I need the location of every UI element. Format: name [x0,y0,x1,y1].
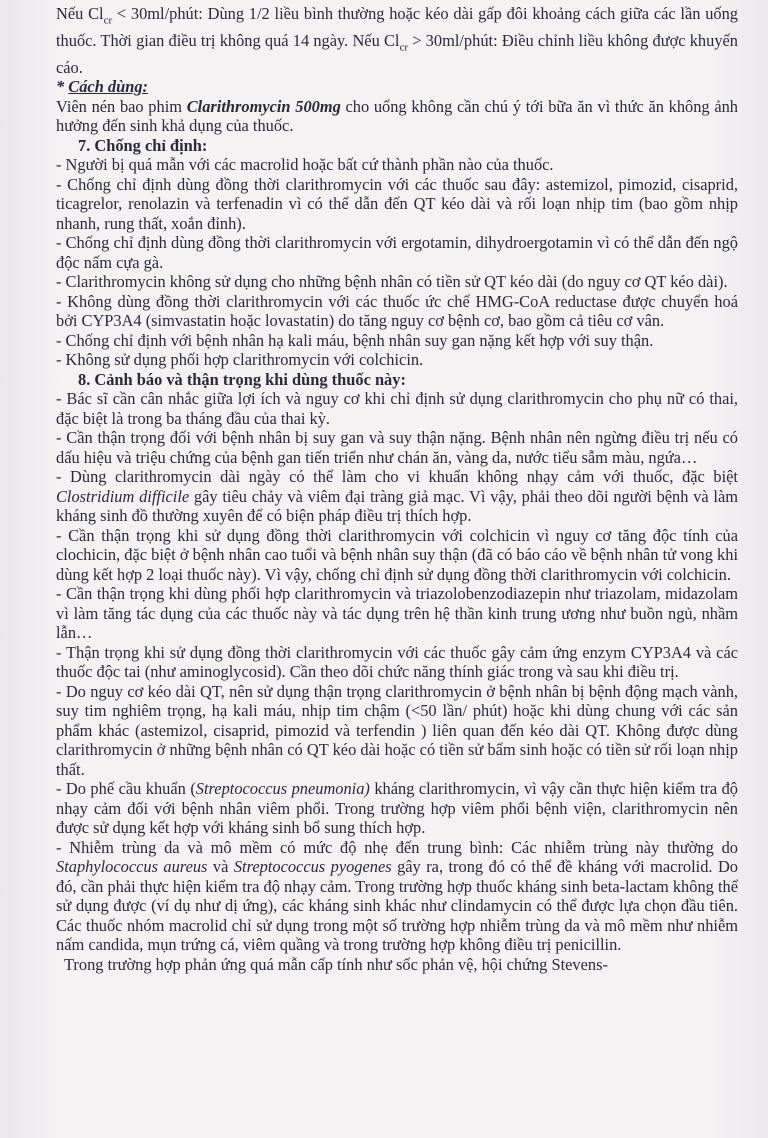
warning-item: - Bác sĩ cần cân nhắc giữa lợi ích và nguy cơ khi chỉ định sử dụng clarithromycin cho phụ nữ có thai, đặc biệt là trong ba tháng đầu của thai kỳ. [56,389,738,428]
contra-item: - Không sử dụng phối hợp clarithromycin với colchicin. [56,350,424,370]
warning-item: - Do nguy cơ kéo dài QT, nên sử dụng thận trọng clarithromycin ở bệnh nhân bị bệnh động mạch vành, suy tim nghiêm trọng, hạ kali máu, nhịp tim chậm (<50 lần/ phút) hoặc khi dùng chung với các sản phẩm khác (astemizol, cisaprid, pimozid và terfendin ) liên quan đến kéo dài QT. Không được dùng clarithromycin ở những bệnh nhân có QT kéo dài hoặc có tiền sử bẩm sinh hoặc có tiền sử rối loạn nhịp thất. [56,681,738,779]
warning-item: - Cần thận trọng đối với bệnh nhân bị suy gan và suy thận nặng. Bệnh nhân nên ngừng điều trị nếu có dấu hiệu và triệu chứng của bệnh gan tiến triển như chán ăn, vàng da, nước tiểu sẫm màu, ngứa… [56,428,738,467]
warning-item: - Do phế cầu khuẩn (Streptococcus pneumonia) kháng clarithromycin, vì vậy cần thực hiện kiểm tra độ nhạy cảm đối với bệnh nhân viêm phổi. Trong trường hợp viêm phổi bệnh viện, clarithromycin nên được sử dụng kết hợp với kháng sinh bổ sung thích hợp. [56,779,738,838]
contra-item: - Chống chỉ định với bệnh nhân hạ kali máu, bệnh nhân suy gan nặng kết hợp với suy thận. [56,330,654,350]
contra-item: - Người bị quá mẫn với các macrolid hoặc bất cứ thành phần nào của thuốc. [56,155,554,175]
contra-item: - Không dùng đồng thời clarithromycin với các thuốc ức chế HMG-CoA reductase được chuyển hoá bởi CYP3A4 (simvastatin hoặc lovastatin) do tăng nguy cơ bệnh cơ, bao gồm cả tiêu cơ vân. [56,291,738,331]
contra-item: - Chống chỉ định dùng đồng thời clarithromycin với các thuốc sau đây: astemizol, pimozid, cisaprid, ticagrelor, renolazin và terfenadin vì có thể dẫn đến QT kéo dài và rối loạn nhịp tim (bao gồm nhịp nhanh, rung thất, xoắn đỉnh). [56,174,738,233]
usage-heading: * Cách dùng: [56,77,148,97]
warning-item: - Cần thận trọng khi sử dụng đồng thời clarithromycin với colchicin vì nguy cơ tăng độc tính của clochicin, đặc biệt ở bệnh nhân cao tuổi và bệnh nhân suy thận (đã có báo cáo về bệnh nhân tử vong khi dùng kết hợp 2 loại thuốc này). Vì vậy, chống chỉ định sử dụng đồng thời clarithromycin với colchicin. [56,525,738,584]
warning-item: - Thận trọng khi sử dụng đồng thời clarithromycin với các thuốc gây cảm ứng enzym CYP3A4 và các thuốc độc tai (như aminoglycosid). Cần theo dõi chức năng thính giác trong và sau khi điều trị. [56,642,738,682]
usage-paragraph: Viên nén bao phim Clarithromycin 500mg cho uống không cần chú ý tới bữa ăn vì thức ăn không ảnh hưởng đến sinh khả dụng của thuốc. [56,96,738,136]
warning-item: - Cần thận trọng khi dùng phối hợp clarithromycin và triazolobenzodiazepin như triazolam, midazolam vì làm tăng tác dụng của các thuốc này và tác dụng trên hệ thần kinh trung ương như buồn ngủ, nhầm lẫn… [56,584,738,643]
dosage-renal-paragraph: Nếu $Cl_{cr}$ < 30ml/phút: Dùng 1/2 liều bình thường hoặc kéo dài gấp đôi khoảng cách giữa các lần uống thuốc. Thời gian điều trị không quá 14 ngày. Nếu $Cl_{cr}$ > 30ml/phút: Điều chỉnh liều không được khuyến cáo. [56,4,738,77]
warnings-heading: 8. Cảnh báo và thận trọng khi dùng thuốc này: [78,369,406,389]
warning-item: - Nhiễm trùng da và mô mềm có mức độ nhẹ đến trung bình: Các nhiễm trùng này thường do Staphylococcus aureus và Streptococcus pyogenes gây ra, trong đó có thể đề kháng với macrolid. Do đó, cần phải thực hiện kiểm tra độ nhạy cảm. Trong trường hợp thuốc kháng sinh beta-lactam không thể sử dụng được (ví dụ như dị ứng), các kháng sinh khác như clindamycin có thể được lựa chọn đầu tiên. Các thuốc nhóm macrolid chỉ sử dụng trong một số trường hợp nhiễm trùng da và mô mềm như nhiễm nấm candida, mụn trứng cá, viêm quầng và trong trường hợp không điều trị penicillin. [56,837,739,955]
contraindications-heading: 7. Chống chỉ định: [78,135,208,155]
contra-item: - Clarithromycin không sử dụng cho những bệnh nhân có tiền sử QT kéo dài (do nguy cơ QT kéo dài). [56,272,728,292]
warning-item: - Dùng clarithromycin dài ngày có thể làm cho vi khuẩn không nhạy cảm với thuốc, đặc biệt Clostridium difficile gây tiêu chảy và viêm đại tràng giả mạc. Vì vậy, phải theo dõi người bệnh và làm kháng sinh đồ thường xuyên để có biện pháp điều trị thích hợp. [56,467,739,526]
warning-item-truncated: Trong trường hợp phản ứng quá mẫn cấp tính như sốc phản vệ, hội chứng Stevens- [64,954,608,974]
contra-item: - Chống chỉ định dùng đồng thời clarithromycin với ergotamin, dihydroergotamin vì có thể dẫn đến ngộ độc nấm cựa gà. [56,233,738,272]
